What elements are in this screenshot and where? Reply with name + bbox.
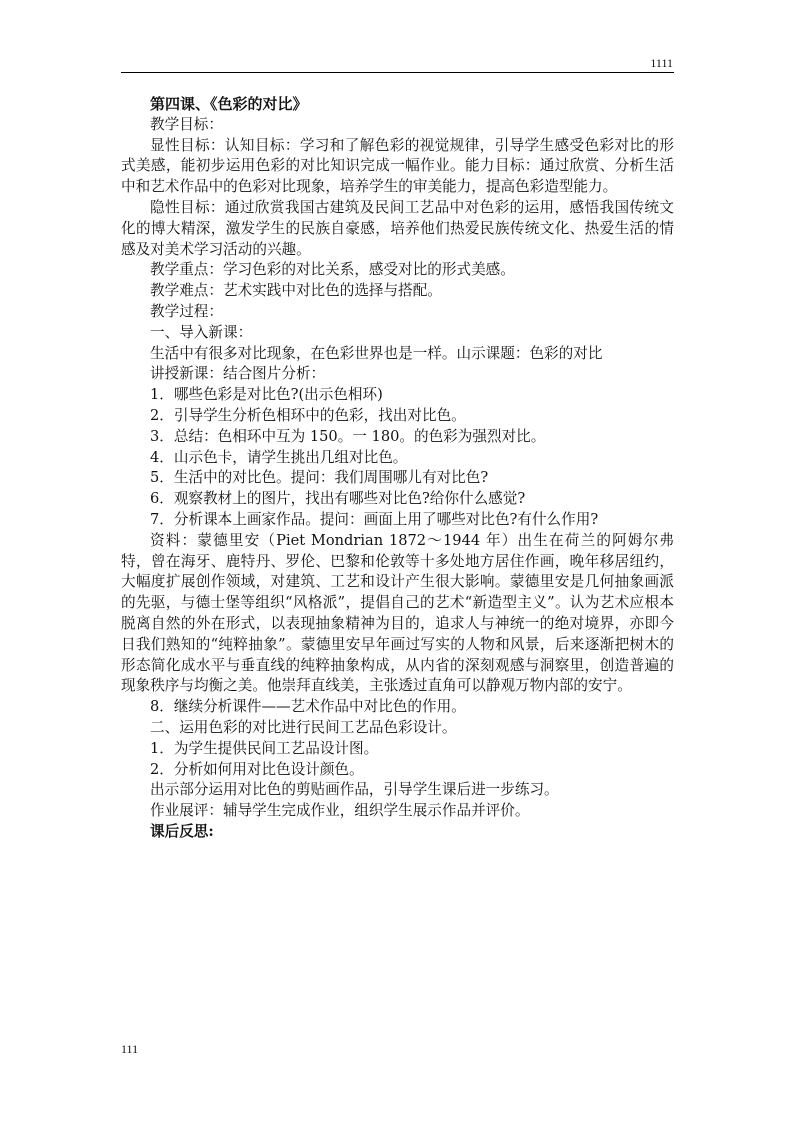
footer-page-number: 111 [121, 1042, 139, 1056]
document-body [121, 94, 674, 843]
explicit-goal: 显性目标：认知目标：学习和了解色彩的视觉规律，引导学生感受色彩对比的形式美感，能初步运用色彩的对比知识完成一幅作业。能力目标：通过欣赏、分析生活中和艺术作品中的色彩对比现象，培养学生的审美能力，提高色彩造型能力。 [121, 136, 674, 196]
section-heading-2: 二、运用色彩的对比进行民间工艺品色彩设计。 [150, 718, 457, 736]
show-paragraph: 出示部分运用对比色的剪贴画作品，引导学生课后进一步练习。 [150, 781, 559, 799]
header-page-number: 1111 [650, 56, 673, 70]
intro-paragraph: 生活中有很多对比现象，在色彩世界也是一样。山示课题：色彩的对比 [150, 344, 603, 362]
step-item: 5．生活中的对比色。提问：我们周围哪儿有对比色? [150, 469, 489, 487]
material-paragraph: 资料：蒙德里安（Piet Mondrian 1872～1944 年）出生在荷兰的阿姆尔弗特，曾在海牙、鹿特丹、罗伦、巴黎和伦敦等十多处地方居住作画，晚年移居纽约，大幅度扩展创作领域，对建筑、工艺和设计产生很大影响。蒙德里安是几何抽象画派的先驱，与德士堡等组织“风格派”，提倡自己的艺术“新造型主义”。认为艺术应根本脱离自然的外在形式，以表现抽象精神为目的，追求人与神统一的绝对境界，亦即今日我们熟知的“纯粹抽象”。蒙德里安早年画过写实的人物和风景，后来逐渐把树木的形态简化成水平与垂直线的纯粹抽象构成，从内省的深刻观感与洞察里，创造普遍的现象秩序与均衡之美。他崇拜直线美，主张透过直角可以静观万物内部的安宁。 [121, 531, 674, 695]
lecture-line: 讲授新课：结合图片分析： [150, 365, 326, 383]
process-heading: 教学过程： [150, 302, 223, 320]
homework-paragraph: 作业展评：辅导学生完成作业，组织学生展示作品并评价。 [150, 802, 530, 820]
reflection-heading: 课后反思: [150, 822, 214, 840]
step-item: 3．总结：色相环中互为 150。一 180。的色彩为强烈对比。 [150, 427, 546, 445]
difficulty: 教学难点：艺术实践中对比色的选择与搭配。 [150, 282, 442, 300]
step-item: 8．继续分析课件——艺术作品中对比色的作用。 [150, 698, 466, 716]
implicit-goal: 隐性目标：通过欣赏我国古建筑及民间工艺品中对色彩的运用，感悟我国传统文化的博大精深，激发学生的民族自豪感，培养他们热爱民族传统文化、热爱生活的情感及对美术学习活动的兴趣。 [121, 198, 674, 258]
sub-item: 1．为学生提供民间工艺品设计图。 [150, 739, 379, 757]
header-divider [121, 72, 674, 73]
lesson-title: 第四课、《色彩的对比》 [150, 95, 308, 113]
key-point: 教学重点：学习色彩的对比关系，感受对比的形式美感。 [150, 261, 515, 279]
sub-item: 2．分析如何用对比色设计颜色。 [150, 760, 364, 778]
objectives-heading: 教学目标： [150, 115, 223, 133]
step-item: 6．观察教材上的图片，找出有哪些对比色?给你什么感觉? [150, 490, 526, 508]
step-item: 2．引导学生分析色相环中的色彩，找出对比色。 [150, 406, 466, 424]
step-item: 7．分析课本上画家作品。提问：画面上用了哪些对比色?有什么作用? [150, 510, 599, 528]
step-item: 4．山示色卡，请学生挑出几组对比色。 [150, 448, 408, 466]
section-heading-1: 一、导入新课： [150, 323, 253, 341]
step-item: 1．哪些色彩是对比色?(出示色相环) [150, 386, 383, 404]
